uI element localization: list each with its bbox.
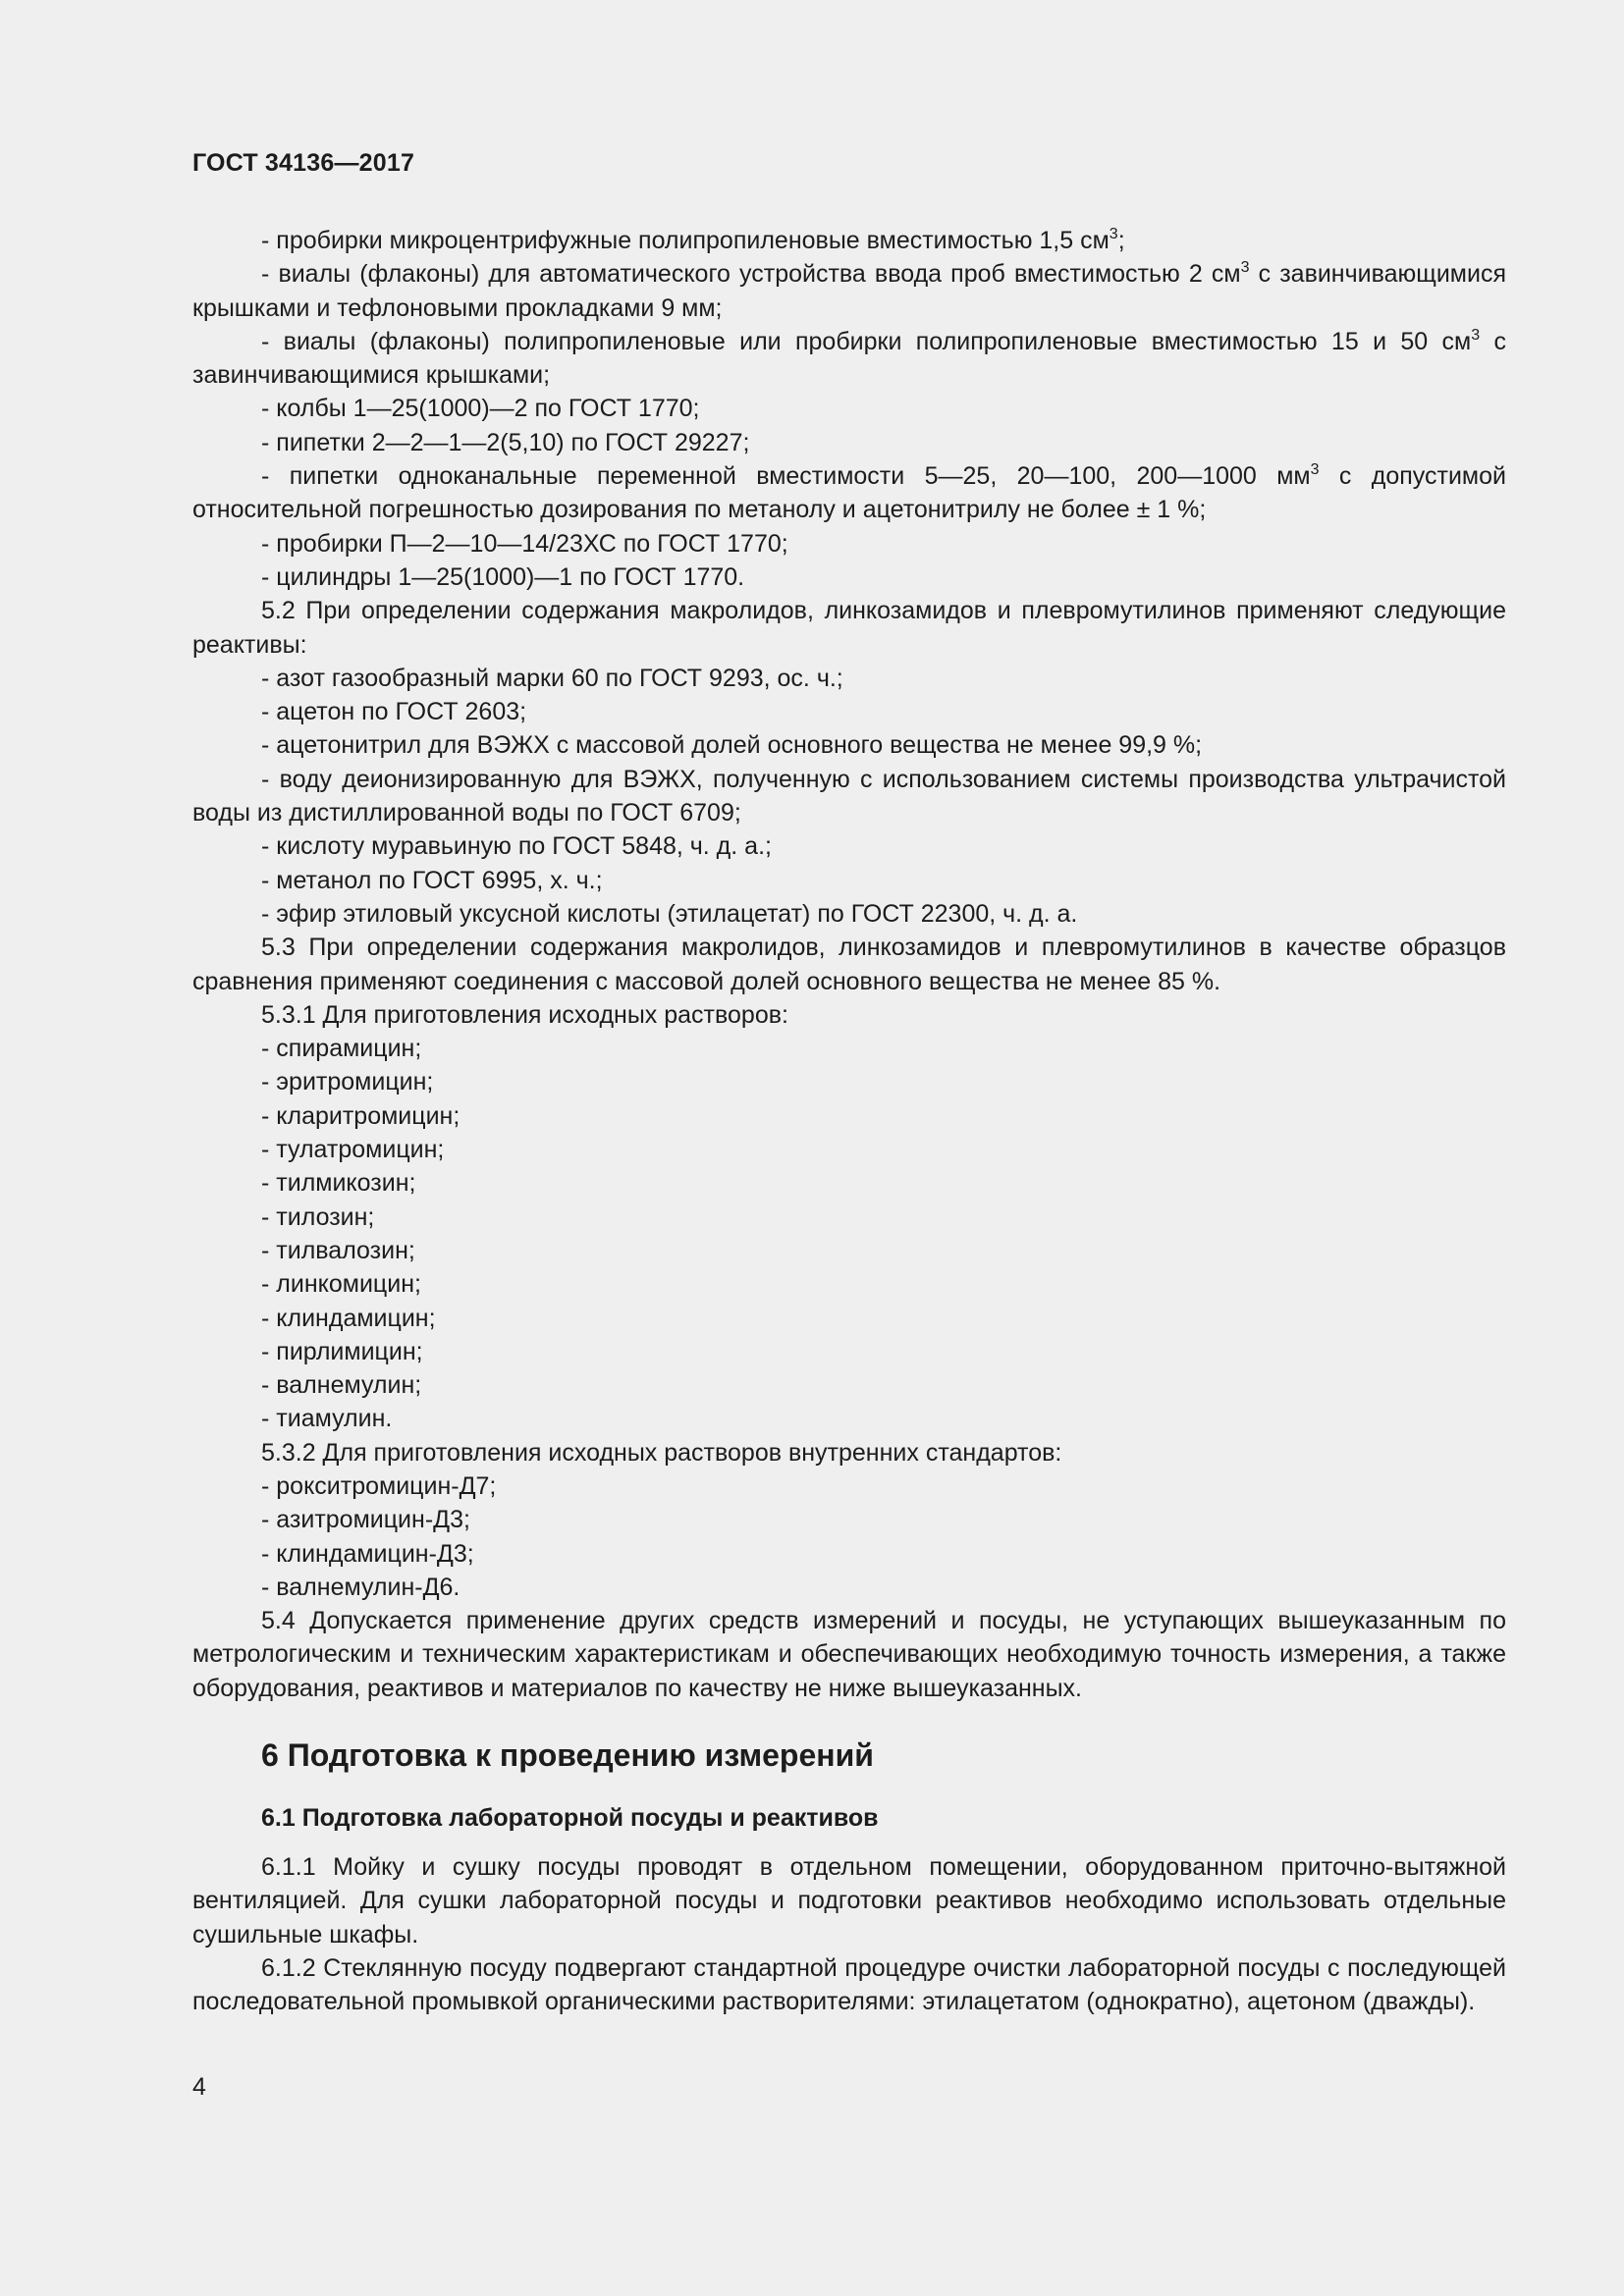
list-item: - тилвалозин;	[192, 1234, 1506, 1267]
page-number: 4	[192, 2073, 206, 2101]
list-item: - пробирки микроцентрифужные полипропиленовые вместимостью 1,5 $см^3$;	[192, 224, 1506, 257]
list-item: - воду деионизированную для ВЭЖХ, полученную с использованием системы производства ультрачистой воды из дистиллированной воды по ГОСТ 6709;	[192, 763, 1506, 830]
list-item: - эфир этиловый уксусной кислоты (этилацетат) по ГОСТ 22300, ч. д. а.	[192, 897, 1506, 931]
list-item: - виалы (флаконы) для автоматического устройства ввода проб вместимостью 2 $см^3$ с завинчивающимися крышками и тефлоновыми прокладками 9 мм;	[192, 257, 1506, 325]
list-item: - ацетонитрил для ВЭЖХ с массовой долей основного вещества не менее 99,9 %;	[192, 728, 1506, 762]
list-item: - тилозин;	[192, 1201, 1506, 1234]
list-item: - ацетон по ГОСТ 2603;	[192, 695, 1506, 728]
list-item: - спирамицин;	[192, 1032, 1506, 1065]
list-item: - пипетки одноканальные переменной вместимости 5—25, 20—100, 200—1000 $мм^3$ с допустимой относительной погрешностью дозирования по метанолу и ацетонитрилу не более ± 1 %;	[192, 459, 1506, 527]
paragraph: 6.1.2 Стеклянную посуду подвергают стандартной процедуре очистки лабораторной посуды с последующей последовательной промывкой органическими растворителями: этилацетатом (однократно), ацетоном (дважды).	[192, 1953, 1506, 2016]
list-item: - валнемулин;	[192, 1368, 1506, 1402]
list-item: - тулатромицин;	[192, 1133, 1506, 1166]
section-title: 6 Подготовка к проведению измерений	[261, 1737, 874, 1773]
subsection-title: 6.1 Подготовка лабораторной посуды и реактивов	[261, 1804, 879, 1832]
list-item: - кларитромицин;	[192, 1099, 1506, 1133]
list-item: - виалы (флаконы) полипропиленовые или пробирки полипропиленовые вместимостью 15 и 50 $см^3$ с завинчивающимися крышками;	[192, 325, 1506, 393]
list-item: - кислоту муравьиную по ГОСТ 5848, ч. д. а.;	[192, 829, 1506, 863]
list-item: - пробирки П—2—10—14/23ХС по ГОСТ 1770;	[192, 527, 1506, 561]
body-text-block-1	[192, 224, 1506, 1705]
list-item: - валнемулин-Д6.	[192, 1571, 1506, 1604]
list-item: - рокситромицин-Д7;	[192, 1469, 1506, 1503]
paragraph: 6.1.1 Мойку и сушку посуды проводят в отдельном помещении, оборудованном приточно-вытяжной вентиляцией. Для сушки лабораторной посуды и подготовки реактивов необходимо использовать отдельные сушильные шкафы.	[192, 1853, 1506, 1949]
document-header: ГОСТ 34136—2017	[192, 149, 415, 177]
paragraph: 5.3 При определении содержания макролидов, линкозамидов и плевромутилинов в качестве образцов сравнения применяют соединения с массовой долей основного вещества не менее 85 %.	[192, 934, 1506, 995]
list-item: - клиндамицин;	[192, 1302, 1506, 1335]
list-item: - азитромицин-Д3;	[192, 1503, 1506, 1536]
list-item: - колбы 1—25(1000)—2 по ГОСТ 1770;	[192, 392, 1506, 425]
paragraph: 5.2 При определении содержания макролидов, линкозамидов и плевромутилинов применяют следующие реактивы:	[192, 597, 1506, 659]
list-item: - тилмикозин;	[192, 1166, 1506, 1200]
list-item: - клиндамицин-Д3;	[192, 1537, 1506, 1571]
list-item: - тиамулин.	[192, 1402, 1506, 1435]
paragraph: 5.4 Допускается применение других средств измерений и посуды, не уступающих вышеуказанным по метрологическим и техническим характеристикам и обеспечивающих необходимую точность измерения, а также оборудования, реактивов и материалов по качеству не ниже вышеуказанных.	[192, 1607, 1506, 1702]
list-item: - азот газообразный марки 60 по ГОСТ 9293, ос. ч.;	[192, 662, 1506, 695]
paragraph: 5.3.1 Для приготовления исходных растворов:	[261, 1000, 788, 1029]
list-item: - цилиндры 1—25(1000)—1 по ГОСТ 1770.	[192, 561, 1506, 594]
list-item: - метанол по ГОСТ 6995, х. ч.;	[192, 864, 1506, 897]
list-item: - пипетки 2—2—1—2(5,10) по ГОСТ 29227;	[192, 426, 1506, 459]
paragraph: 5.3.2 Для приготовления исходных растворов внутренних стандартов:	[261, 1438, 1062, 1467]
list-item: - эритромицин;	[192, 1065, 1506, 1098]
list-item: - линкомицин;	[192, 1267, 1506, 1301]
body-text-block-2	[192, 1850, 1506, 2018]
list-item: - пирлимицин;	[192, 1335, 1506, 1368]
